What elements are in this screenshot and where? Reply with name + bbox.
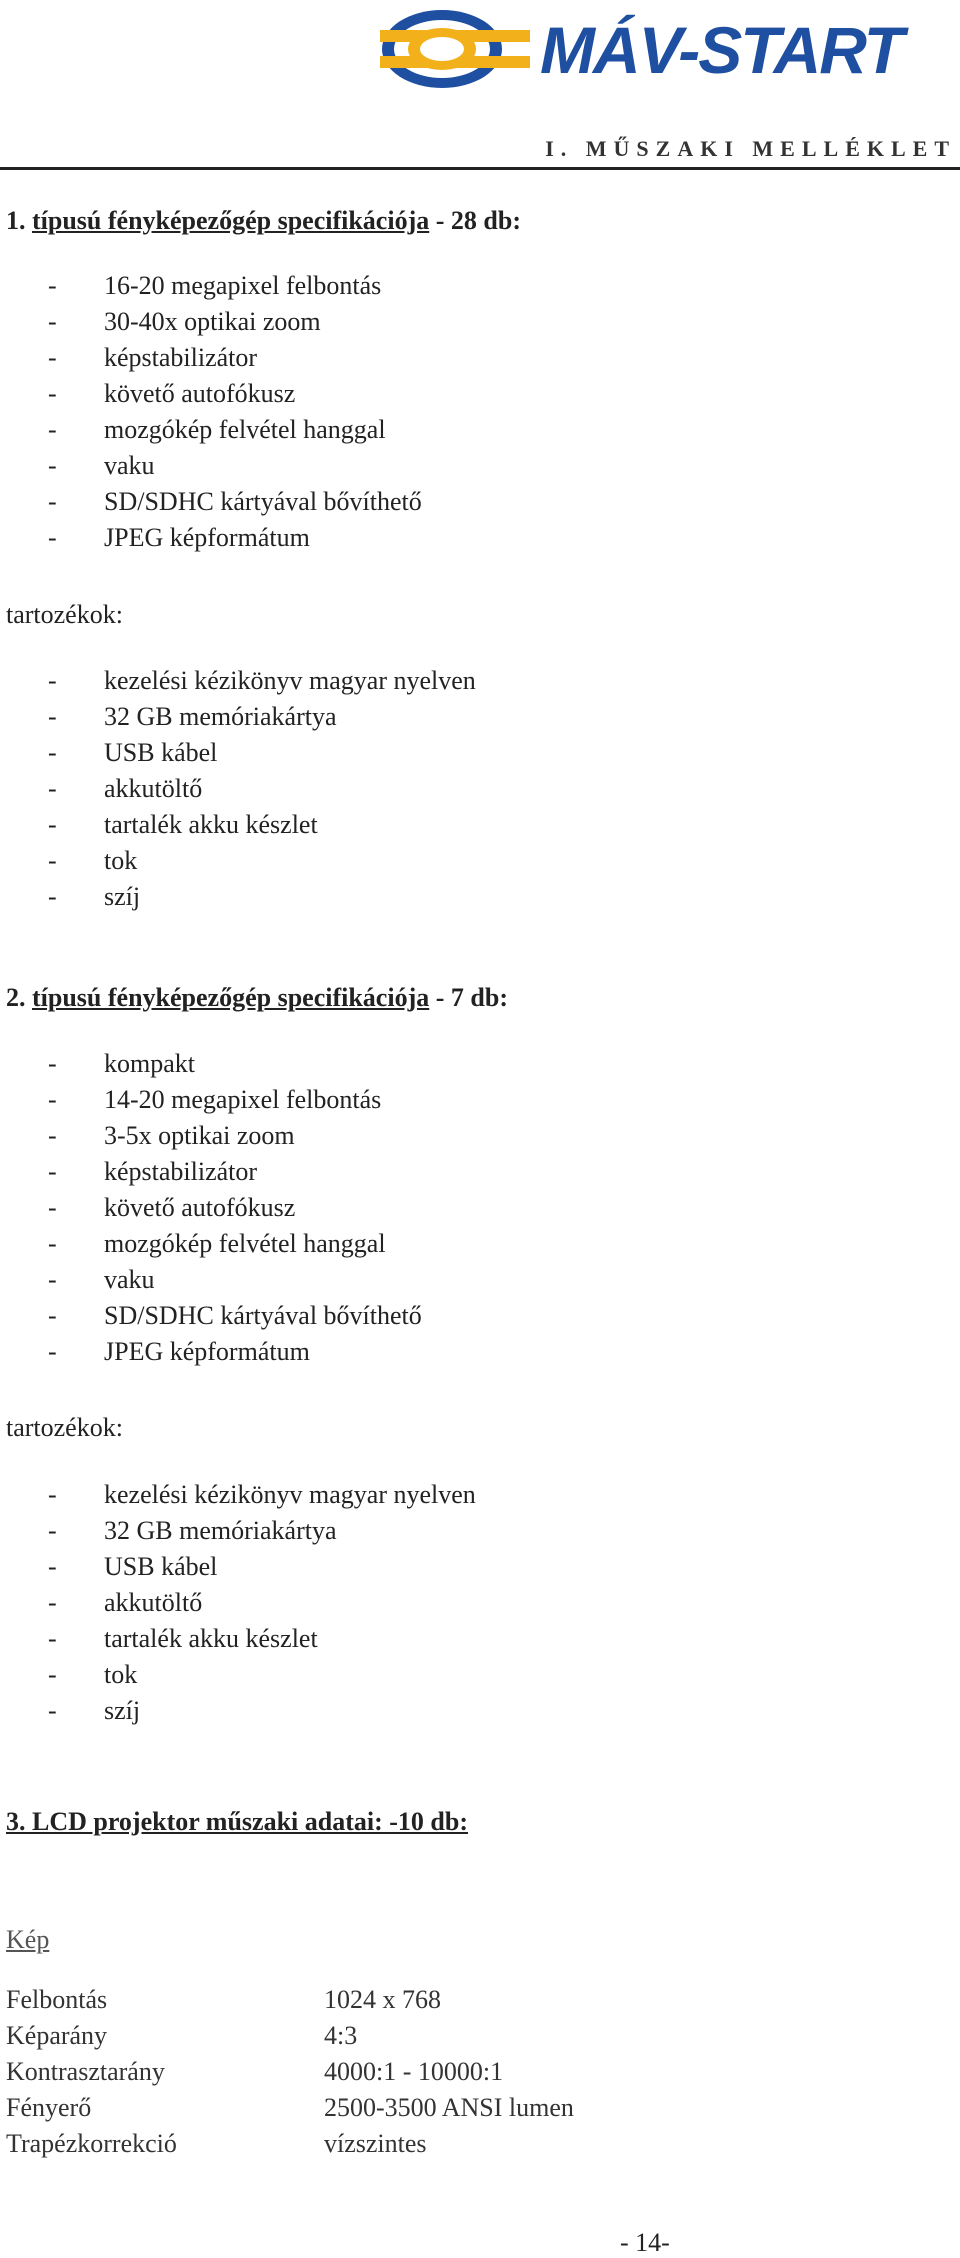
list-item: - akkutöltő [48,774,203,803]
list-item: - SD/SDHC kártyával bővíthető [48,487,422,516]
table-row: Képarány 4:3 [6,2021,358,2050]
page-number: - 14- [620,2228,670,2257]
section3-title [6,1807,468,1837]
list-item: - akkutöltő [48,1588,203,1617]
section2-title-link: típusú fényképezőgép specifikációja [32,983,430,1012]
list-item: - mozgókép felvétel hanggal [48,415,386,444]
list-item: - vaku [48,1265,155,1294]
list-item: - USB kábel [48,738,218,767]
annex-title: I. MŰSZAKI MELLÉKLET [545,136,956,161]
list-item: - kezelési kézikönyv magyar nyelven [48,666,476,695]
list-item: - szíj [48,1696,141,1725]
list-item: - 32 GB memóriakártya [48,1516,337,1545]
section2-features [48,1046,422,1370]
list-item: - vaku [48,451,155,480]
list-item: - képstabilizátor [48,1157,258,1186]
list-item: - 30-40x optikai zoom [48,307,321,336]
list-item: - JPEG képformátum [48,523,310,552]
section2-title-rest: - 7 db: [429,983,508,1012]
projector-spec-table [6,1982,574,2162]
section2-number: 2. [6,983,26,1012]
list-item: - tok [48,846,138,875]
table-row: Trapézkorrekció vízszintes [6,2129,427,2158]
section2-accessories [48,1477,476,1729]
list-item: - USB kábel [48,1552,218,1581]
header-rule [0,167,960,170]
list-item: - kezelési kézikönyv magyar nyelven [48,1480,476,1509]
list-item: - kompakt [48,1049,195,1078]
section1-accessories-label: tartozékok: [6,600,123,629]
table-row: Fényerő 2500-3500 ANSI lumen [6,2093,574,2122]
table-row: Kontrasztarány 4000:1 - 10000:1 [6,2057,504,2086]
list-item: - 16-20 megapixel felbontás [48,271,382,300]
list-item: - tartalék akku készlet [48,1624,318,1653]
list-item: - mozgókép felvétel hanggal [48,1229,386,1258]
list-item: - 32 GB memóriakártya [48,702,337,731]
section3-title-text: 3. LCD projektor műszaki adatai: -10 db: [6,1807,469,1836]
list-item: - képstabilizátor [48,343,258,372]
section3-subheading: Kép [6,1925,50,1954]
section2-accessories-label: tartozékok: [6,1413,123,1442]
list-item: - tartalék akku készlet [48,810,318,839]
section1-features [48,268,422,556]
list-item: - SD/SDHC kártyával bővíthető [48,1301,422,1330]
list-item: - JPEG képformátum [48,1337,310,1366]
section1-title [6,206,521,236]
logo-text: MÁV-START [540,13,903,87]
list-item: - 3-5x optikai zoom [48,1121,295,1150]
list-item: - szíj [48,882,141,911]
section1-number: 1. [6,206,26,235]
list-item: - 14-20 megapixel felbontás [48,1085,382,1114]
list-item: - tok [48,1660,138,1689]
table-row: Felbontás 1024 x 768 [6,1985,441,2014]
section2-title [6,983,508,1013]
section1-accessories [48,663,476,915]
list-item: - követő autofókusz [48,1193,296,1222]
section1-title-link: típusú fényképezőgép specifikációja [32,206,430,235]
list-item: - követő autofókusz [48,379,296,408]
section1-title-rest: - 28 db: [429,206,521,235]
